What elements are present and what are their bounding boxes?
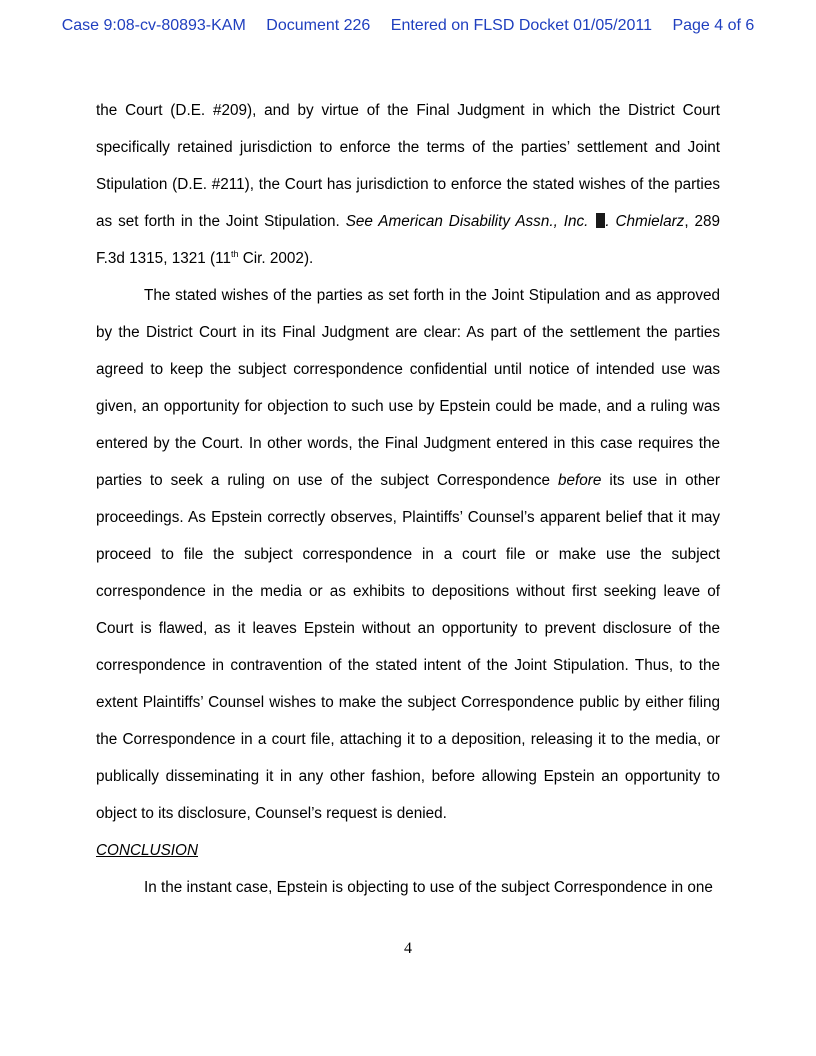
citation-court-year: Cir. 2002). xyxy=(238,250,314,267)
header-case-number: Case 9:08-cv-80893-KAM xyxy=(61,17,246,34)
ordinal-suffix: th xyxy=(230,249,239,259)
paragraph-text: The stated wishes of the parties as set forth in the Joint Stipulation and as approved by the District Court in its Final Judgment are clear: As part of the settlement the parties agreed to keep the subject correspondence confidential until notice of intended use was given, an opportunity for objection to such use by Epstein could be made, and a ruling was entered by the Court. In other words, the Final Judgment entered in this case requires the parties to seek a ruling on use of the subject Correspondence xyxy=(96,287,720,489)
citation-italic: See American Disability Assn., Inc. xyxy=(345,213,589,230)
header-document-number: Document 226 xyxy=(266,17,371,34)
header-page-count: Page 4 of 6 xyxy=(672,17,755,34)
document-body xyxy=(96,92,720,906)
paragraph-text: its use in other proceedings. As Epstein correctly observes, Plaintiffs’ Counsel’s apparent belief that it may proceed to file the subject correspondence in a court file or make use the subject correspondence in the media or as exhibits to depositions without first seeking leave of Court is flawed, as it leaves Epstein without an opportunity to prevent disclosure of the correspondence in contravention of the stated intent of the Joint Stipulation. Thus, to the extent Plaintiffs’ Counsel wishes to make the subject Correspondence public by either filing the Correspondence in a court file, attaching it to a deposition, releasing it to the media, or publically disseminating it in any other fashion, before allowing Epstein an opportunity to object to its disclosure, Counsel’s request is denied. xyxy=(96,472,721,822)
conclusion-heading: CONCLUSION xyxy=(96,842,198,859)
paragraph-conclusion: In the instant case, Epstein is objecting to use of the subject Correspondence in one xyxy=(144,879,713,896)
paragraph-stated-wishes xyxy=(96,277,720,832)
emphasis-before: before xyxy=(557,472,602,489)
paragraph-jurisdiction xyxy=(96,92,720,277)
page-number: 4 xyxy=(404,940,412,957)
docket-header xyxy=(0,17,816,35)
paragraph-text: the Court (D.E. #209), and by virtue of the Final Judgment in which the District Court specifically retained jurisdiction to enforce the terms of the parties’ settlement and Joint Stipulation (D.E. #211), the Court has jurisdiction to enforce the stated wishes of the parties as set forth in the Joint Stipulation. xyxy=(96,102,720,230)
citation-party-name: Chmielarz xyxy=(615,213,685,230)
header-entered-date: Entered on FLSD Docket 01/05/2011 xyxy=(390,17,652,34)
citation-period: . xyxy=(605,213,610,230)
redaction-mark xyxy=(596,213,605,228)
citation-reporter: , 289 F.3d 1315, 1321 (11 xyxy=(96,213,721,267)
